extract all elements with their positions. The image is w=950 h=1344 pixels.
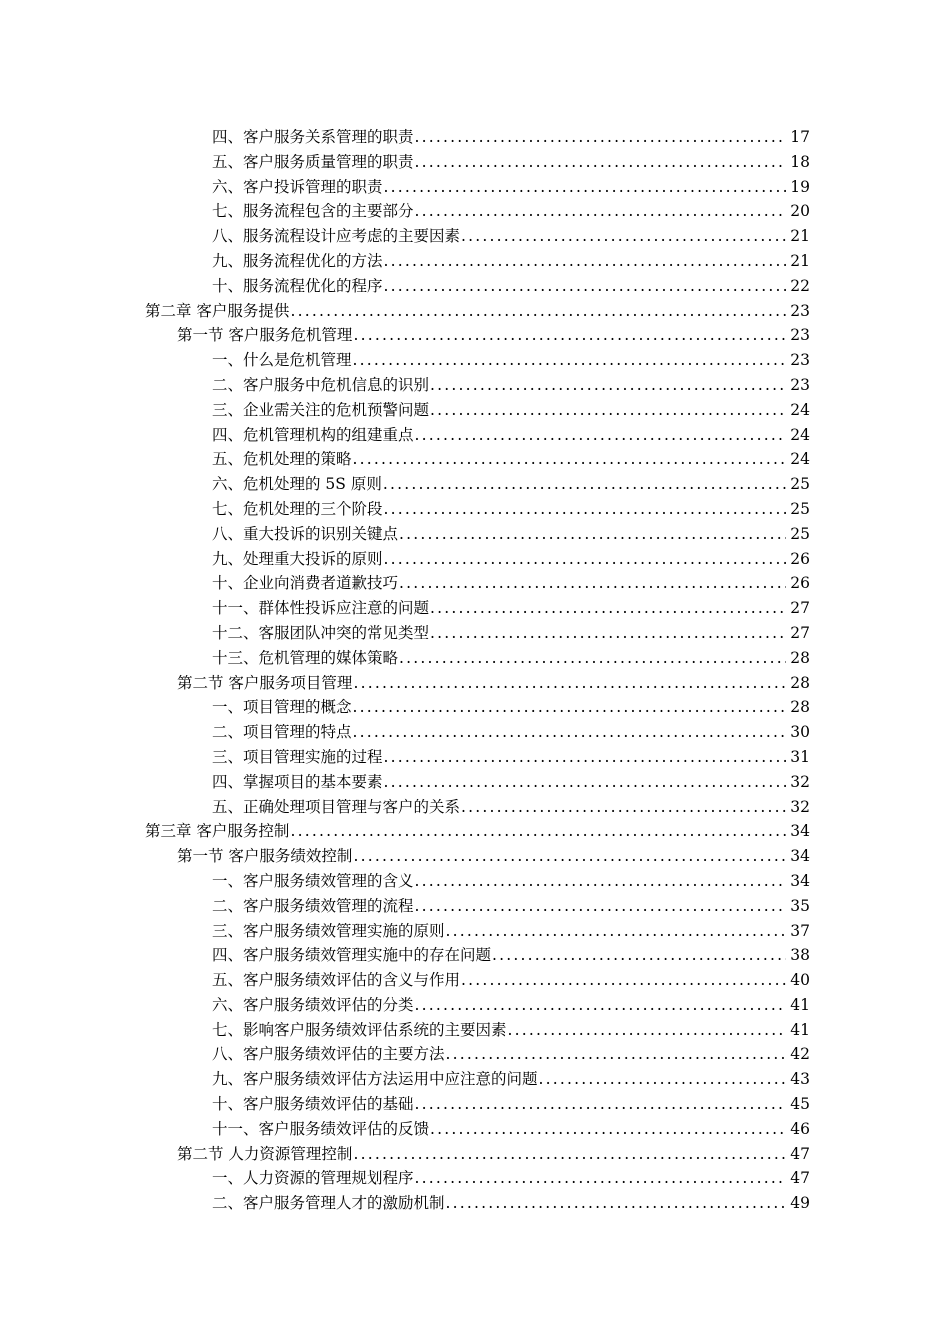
toc-entry[interactable]: [0, 943, 950, 968]
toc-entry-page-number: 26: [790, 549, 810, 568]
dot-leader: [290, 819, 786, 844]
toc-entry-page-number: 21: [790, 227, 810, 246]
dot-leader: [430, 621, 786, 646]
toc-entry[interactable]: [0, 621, 950, 646]
toc-entry[interactable]: [0, 993, 950, 1018]
toc-entry-page-number: 40: [790, 971, 810, 990]
toc-entry[interactable]: [0, 695, 950, 720]
toc-entry-page-number: 27: [790, 599, 810, 618]
toc-entry-page-number: 34: [790, 871, 810, 890]
toc-entry[interactable]: [0, 571, 950, 596]
toc-entry-page-number: 47: [790, 1169, 810, 1188]
toc-entry-title: 二、客户服务中危机信息的识别: [212, 373, 429, 398]
toc-entry-title: 第二章 客户服务提供: [145, 299, 289, 324]
toc-entry-page-number: 21: [790, 251, 810, 270]
toc-entry[interactable]: [0, 522, 950, 547]
toc-entry-page-number: 22: [790, 276, 810, 295]
toc-entry-title: 三、项目管理实施的过程: [212, 745, 383, 770]
toc-entry-page-number: 34: [790, 847, 810, 866]
toc-entry[interactable]: [0, 1018, 950, 1043]
toc-entry[interactable]: [0, 745, 950, 770]
toc-entry-title: 四、掌握项目的基本要素: [212, 770, 383, 795]
toc-entry[interactable]: [0, 175, 950, 200]
toc-entry[interactable]: [0, 869, 950, 894]
toc-entry[interactable]: [0, 894, 950, 919]
toc-entry-title: 六、客户服务绩效评估的分类: [212, 993, 414, 1018]
toc-entry-page-number: 45: [790, 1095, 810, 1114]
toc-entry[interactable]: [0, 398, 950, 423]
toc-entry-title: 三、企业需关注的危机预警问题: [212, 398, 429, 423]
toc-entry[interactable]: [0, 1042, 950, 1067]
toc-entry-title: 十、服务流程优化的程序: [212, 274, 383, 299]
toc-entry[interactable]: [0, 968, 950, 993]
toc-entry[interactable]: [0, 671, 950, 696]
dot-leader: [353, 720, 786, 745]
toc-entry-page-number: 23: [790, 375, 810, 394]
toc-entry[interactable]: [0, 472, 950, 497]
toc-entry[interactable]: [0, 1166, 950, 1191]
dot-leader: [415, 993, 786, 1018]
toc-entry-page-number: 31: [790, 747, 810, 766]
toc-entry[interactable]: [0, 1117, 950, 1142]
toc-entry-title: 二、项目管理的特点: [212, 720, 352, 745]
toc-entry[interactable]: [0, 819, 950, 844]
toc-entry[interactable]: [0, 274, 950, 299]
toc-entry[interactable]: [0, 1191, 950, 1216]
dot-leader: [353, 348, 786, 373]
dot-leader: [384, 249, 786, 274]
toc-entry-title: 四、客户服务关系管理的职责: [212, 125, 414, 150]
dot-leader: [384, 770, 786, 795]
dot-leader: [399, 646, 786, 671]
toc-entry[interactable]: [0, 373, 950, 398]
dot-leader: [290, 299, 786, 324]
toc-entry-title: 八、服务流程设计应考虑的主要因素: [212, 224, 460, 249]
toc-entry-page-number: 28: [790, 698, 810, 717]
toc-entry-page-number: 25: [790, 499, 810, 518]
toc-entry-page-number: 43: [790, 1070, 810, 1089]
dot-leader: [415, 1092, 786, 1117]
toc-entry-page-number: 41: [790, 995, 810, 1014]
toc-entry[interactable]: [0, 795, 950, 820]
toc-entry-title: 一、客户服务绩效管理的含义: [212, 869, 414, 894]
toc-entry[interactable]: [0, 224, 950, 249]
toc-entry[interactable]: [0, 919, 950, 944]
toc-entry[interactable]: [0, 596, 950, 621]
toc-entry[interactable]: [0, 770, 950, 795]
dot-leader: [415, 125, 786, 150]
toc-entry-page-number: 30: [790, 723, 810, 742]
toc-entry-page-number: 38: [790, 946, 810, 965]
toc-entry[interactable]: [0, 1142, 950, 1167]
toc-entry-title: 四、危机管理机构的组建重点: [212, 423, 414, 448]
dot-leader: [415, 199, 786, 224]
toc-entry-title: 九、处理重大投诉的原则: [212, 547, 383, 572]
toc-entry[interactable]: [0, 720, 950, 745]
toc-entry-title: 第二节 客户服务项目管理: [177, 671, 352, 696]
toc-entry-page-number: 17: [790, 128, 810, 146]
toc-entry-title: 十三、危机管理的媒体策略: [212, 646, 398, 671]
toc-entry-title: 十一、客户服务绩效评估的反馈: [212, 1117, 429, 1142]
dot-leader: [399, 522, 786, 547]
toc-entry-title: 第三章 客户服务控制: [145, 819, 289, 844]
table-of-contents: [0, 125, 950, 1216]
dot-leader: [415, 150, 786, 175]
toc-entry-page-number: 37: [790, 921, 810, 940]
toc-entry-page-number: 32: [790, 797, 810, 816]
dot-leader: [353, 1142, 786, 1167]
toc-entry-page-number: 24: [790, 400, 810, 419]
dot-leader: [384, 547, 786, 572]
toc-entry-title: 一、人力资源的管理规划程序: [212, 1166, 414, 1191]
dot-leader: [508, 1018, 786, 1043]
dot-leader: [353, 447, 786, 472]
toc-entry-title: 十一、群体性投诉应注意的问题: [212, 596, 429, 621]
toc-entry-title: 十二、客服团队冲突的常见类型: [212, 621, 429, 646]
dot-leader: [415, 423, 786, 448]
dot-leader: [446, 1191, 786, 1216]
toc-entry[interactable]: [0, 447, 950, 472]
dot-leader: [430, 398, 786, 423]
toc-entry-title: 一、什么是危机管理: [212, 348, 352, 373]
toc-entry-title: 六、危机处理的 5S 原则: [212, 472, 382, 497]
toc-entry-title: 二、客户服务绩效管理的流程: [212, 894, 414, 919]
toc-entry-title: 第一节 客户服务绩效控制: [177, 844, 352, 869]
toc-entry-page-number: 35: [790, 896, 810, 915]
toc-entry[interactable]: [0, 844, 950, 869]
dot-leader: [384, 175, 786, 200]
toc-entry-title: 三、客户服务绩效管理实施的原则: [212, 919, 445, 944]
toc-entry-page-number: 19: [790, 177, 810, 196]
dot-leader: [461, 968, 786, 993]
toc-entry[interactable]: [0, 423, 950, 448]
dot-leader: [446, 919, 786, 944]
toc-entry[interactable]: [0, 1092, 950, 1117]
toc-entry-title: 十、企业向消费者道歉技巧: [212, 571, 398, 596]
toc-entry-page-number: 34: [790, 822, 810, 841]
dot-leader: [415, 869, 786, 894]
toc-entry-title: 九、客户服务绩效评估方法运用中应注意的问题: [212, 1067, 538, 1092]
toc-entry-page-number: 23: [790, 351, 810, 370]
toc-entry[interactable]: [0, 199, 950, 224]
dot-leader: [430, 596, 786, 621]
dot-leader: [430, 373, 786, 398]
toc-entry[interactable]: [0, 497, 950, 522]
toc-entry-page-number: 18: [790, 152, 810, 171]
toc-entry[interactable]: [0, 249, 950, 274]
toc-entry-page-number: 24: [790, 450, 810, 469]
toc-entry-title: 七、影响客户服务绩效评估系统的主要因素: [212, 1018, 507, 1043]
toc-entry-page-number: 23: [790, 301, 810, 320]
dot-leader: [384, 745, 786, 770]
dot-leader: [399, 571, 786, 596]
toc-entry-page-number: 46: [790, 1119, 810, 1138]
toc-entry-page-number: 41: [790, 1020, 810, 1039]
toc-entry[interactable]: [0, 323, 950, 348]
dot-leader: [415, 1166, 786, 1191]
dot-leader: [384, 497, 786, 522]
toc-entry-title: 二、客户服务管理人才的激励机制: [212, 1191, 445, 1216]
dot-leader: [384, 274, 786, 299]
toc-entry-title: 第一节 客户服务危机管理: [177, 323, 352, 348]
toc-entry-title: 七、服务流程包含的主要部分: [212, 199, 414, 224]
toc-entry[interactable]: [0, 125, 950, 150]
dot-leader: [383, 472, 786, 497]
toc-entry-title: 八、客户服务绩效评估的主要方法: [212, 1042, 445, 1067]
toc-entry-title: 七、危机处理的三个阶段: [212, 497, 383, 522]
toc-entry-title: 八、重大投诉的识别关键点: [212, 522, 398, 547]
toc-entry-page-number: 25: [790, 475, 810, 494]
dot-leader: [353, 695, 786, 720]
toc-entry-page-number: 27: [790, 623, 810, 642]
dot-leader: [353, 671, 786, 696]
toc-entry-title: 五、正确处理项目管理与客户的关系: [212, 795, 460, 820]
toc-entry-title: 第二节 人力资源管理控制: [177, 1142, 352, 1167]
dot-leader: [461, 795, 786, 820]
toc-entry-title: 九、服务流程优化的方法: [212, 249, 383, 274]
dot-leader: [353, 844, 786, 869]
toc-entry-page-number: 47: [790, 1144, 810, 1163]
toc-entry-title: 六、客户投诉管理的职责: [212, 175, 383, 200]
toc-entry-page-number: 20: [790, 202, 810, 221]
toc-entry-page-number: 24: [790, 425, 810, 444]
toc-entry-page-number: 25: [790, 524, 810, 543]
toc-entry-title: 十、客户服务绩效评估的基础: [212, 1092, 414, 1117]
dot-leader: [430, 1117, 786, 1142]
toc-entry[interactable]: [0, 646, 950, 671]
toc-entry-title: 五、危机处理的策略: [212, 447, 352, 472]
toc-entry-page-number: 32: [790, 772, 810, 791]
toc-entry-title: 五、客户服务质量管理的职责: [212, 150, 414, 175]
toc-entry-page-number: 23: [790, 326, 810, 345]
toc-entry[interactable]: [0, 1067, 950, 1092]
toc-entry-page-number: 28: [790, 648, 810, 667]
dot-leader: [461, 224, 786, 249]
toc-entry-page-number: 28: [790, 673, 810, 692]
toc-entry-page-number: 26: [790, 574, 810, 593]
dot-leader: [539, 1067, 786, 1092]
toc-entry-title: 五、客户服务绩效评估的含义与作用: [212, 968, 460, 993]
toc-entry[interactable]: [0, 299, 950, 324]
toc-entry-page-number: 49: [790, 1194, 810, 1213]
toc-entry[interactable]: [0, 348, 950, 373]
toc-entry[interactable]: [0, 150, 950, 175]
dot-leader: [492, 943, 786, 968]
toc-entry[interactable]: [0, 547, 950, 572]
dot-leader: [446, 1042, 786, 1067]
toc-entry-page-number: 42: [790, 1045, 810, 1064]
toc-entry-title: 一、项目管理的概念: [212, 695, 352, 720]
dot-leader: [415, 894, 786, 919]
dot-leader: [353, 323, 786, 348]
toc-entry-title: 四、客户服务绩效管理实施中的存在问题: [212, 943, 491, 968]
